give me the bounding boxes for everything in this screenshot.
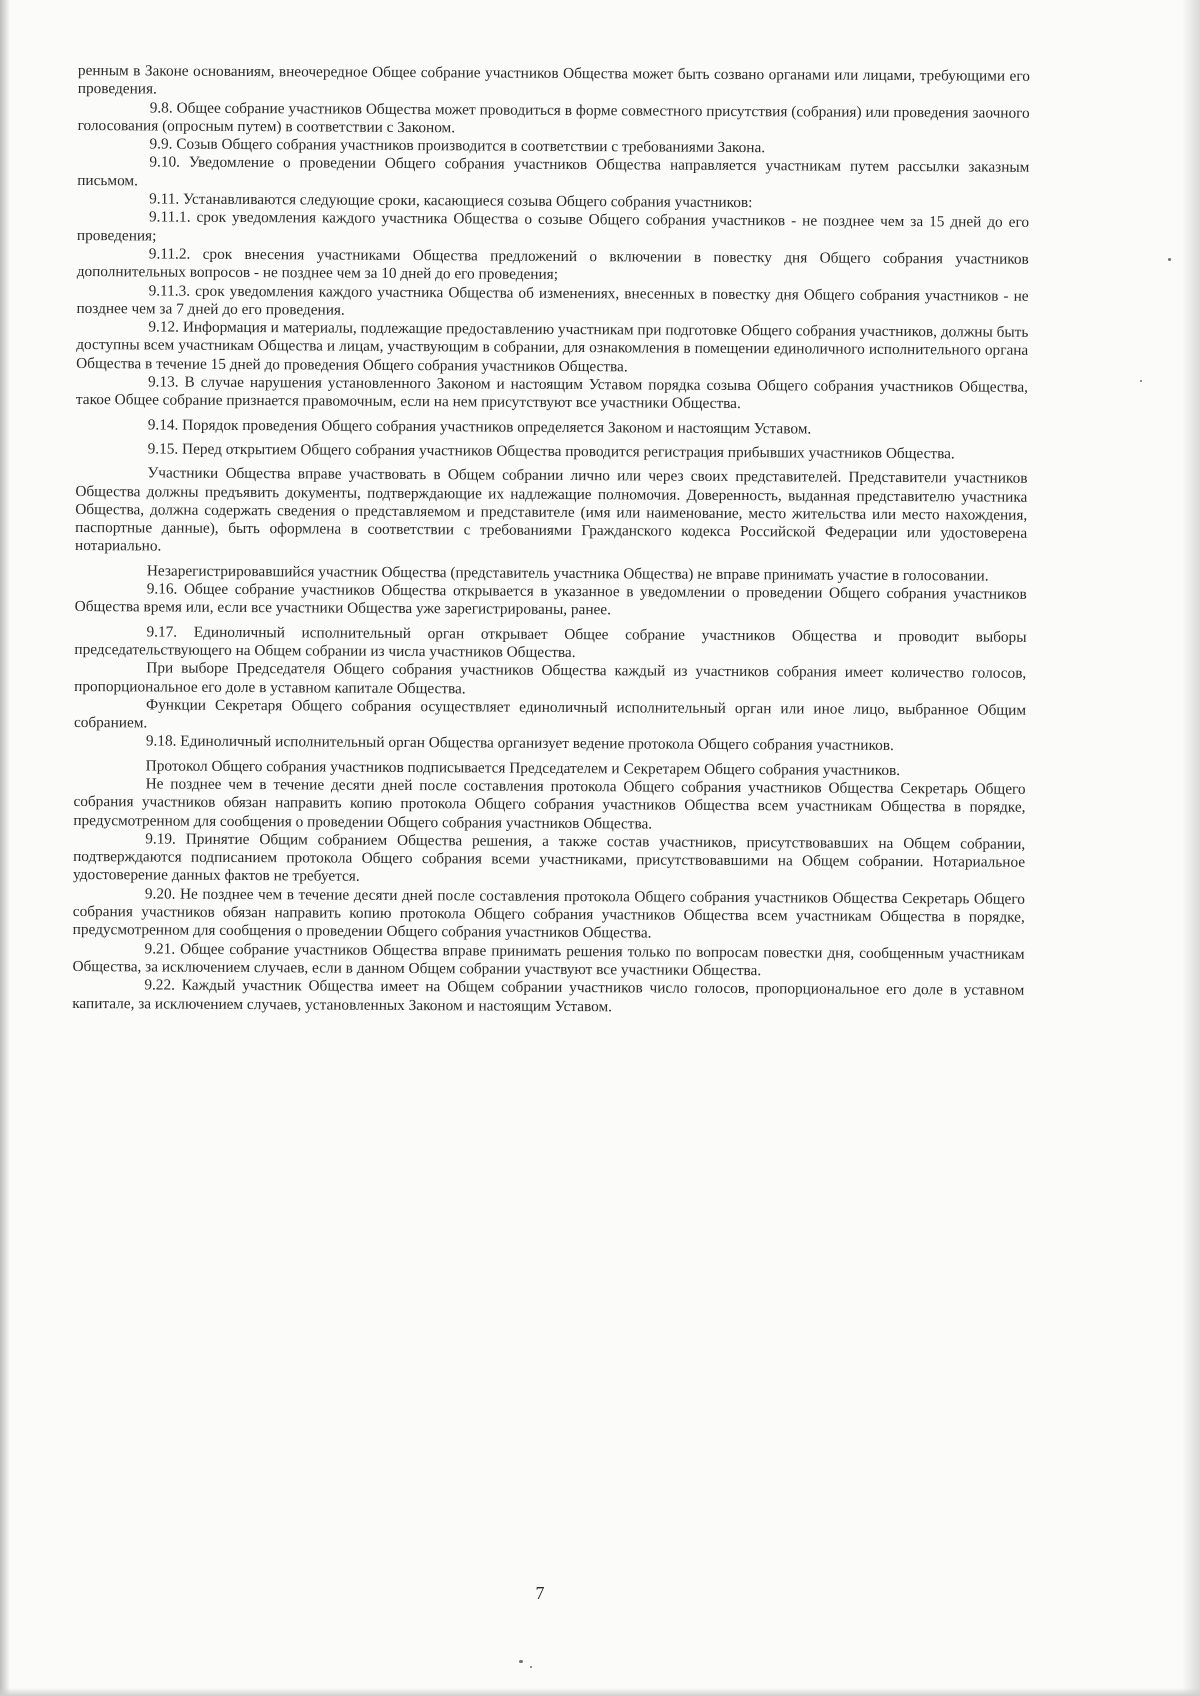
paragraph-9-11-3: 9.11.3. срок уведомления каждого участника Общества об изменениях, внесенных в повестку дня Общего собрания участников - не позднее чем за 7 дней до его проведения. (76, 281, 1029, 319)
paragraph-9-12: 9.12. Информация и материалы, подлежащие предоставлению участникам при подготовке Общего собрания участников, должны быть доступны всем участникам Общества и лицам, участвующим в собрании, для ознакомления в помещении единоличного исполнительного органа Общества в течение 15 дней до проведения Общего собрания участников Общества. (76, 318, 1029, 376)
paragraph-9-21: 9.21. Общее собрание участников Общества вправе принимать решения только по вопросам повестки дня, сообщенным участникам Общества, за исключением случаев, если в данном Общем собрании участвуют все участники Общества. (72, 940, 1025, 980)
scan-edge-right (1182, 0, 1200, 1696)
scan-speck (530, 1666, 532, 1668)
paragraph-representatives: Участники Общества вправе участвовать в Общем собрании лично или через своих представителей. Представители участников Общества должны предъявить документы, подтверждающие их надлежащие полномочия. Доверенность, выданная представителю участника Общества, должна содержать сведения о представляемом и представителе (имя или наименование, место жительства или место нахождения, паспортные данные), быть оформлена в соответствии с требованиями Гражданского кодекса Российской Федерации или удостоверена нотариально. (74, 464, 1028, 555)
paragraph-9-14: 9.14. Порядок проведения Общего собрания участников определяется Законом и настоящим Уставом. (147, 416, 812, 438)
scan-edge-left (0, 0, 10, 1696)
paragraph-continuation: ренным в Законе основаниям, внеочередное Общее собрание участников Общества может быть созвано органами или лицами, требующими его проведения. (77, 62, 1030, 98)
paragraph-unregistered: Незарегистрировавшийся участник Общества (представитель участника Общества) не вправе принимать участие в голосовании. (146, 562, 989, 585)
paragraph-chairman-election: При выборе Председателя Общего собрания участников Общества каждый из участников собрания имеет количество голосов, пропорциональное его доле в уставном капитале Общества. (74, 659, 1027, 697)
paragraph-9-11-2: 9.11.2. срок внесения участниками Общества предложений о включении в повестку дня Общего собрания участников дополнительных вопросов - не позднее чем за 10 дней до его проведения; (76, 245, 1029, 284)
scan-speck (1140, 380, 1142, 382)
scan-speck (1168, 258, 1171, 261)
page-number: 7 (535, 1583, 545, 1603)
paragraph-9-19: 9.19. Принятие Общим собранием Общества решения, а также состав участников, присутствовавших на Общем собрании, подтверждаются подписанием протокола Общего собрания всеми участниками, присутствовавшими на Общем собрании. Нотариальное удостоверение данных фактов не требуется. (72, 830, 1026, 886)
document-body (72, 62, 1030, 1019)
paragraph-9-17: 9.17. Единоличный исполнительный орган открывает Общее собрание участников Общества и проводит выборы председательствующего на Общем собрании из числа участников Общества. (74, 623, 1027, 661)
paragraph-9-8: 9.8. Общее собрание участников Общества может проводиться в форме совместного присутствия (собрания) или проведения заочного голосования (опросным путем) в соответствии с Законом. (77, 99, 1030, 137)
paragraph-9-20: 9.20. Не позднее чем в течение десяти дней после составления протокола Общего собрания участников Общества Секретарь Общего собрания участников обязан направить копию протокола Общего собрания участников Общества всем участникам Общества в порядке, предусмотренном для сообщения о проведении Общего собрания участников Общества. (72, 885, 1025, 942)
paragraph-9-22: 9.22. Каждый участник Общества имеет на Общем собрании участников число голосов, пропорциональное его доле в уставном капитале, за исключением случаев, установленных Законом и настоящим Уставом. (72, 976, 1025, 1015)
paragraph-protocol-signing: Протокол Общего собрания участников подписывается Председателем и Секретарем Общего собрания участников. (145, 757, 901, 779)
scan-speck (519, 1660, 523, 1663)
paragraph-protocol-copy: Не позднее чем в течение десяти дней после составления протокола Общего собрания участников Общества Секретарь Общего собрания участников обязан направить копию протокола Общего собрания участников Общества всем участникам Общества в порядке, предусмотренном для сообщения о проведении Общего собрания участников Общества. (73, 775, 1026, 833)
paragraph-9-11: 9.11. Устанавливаются следующие сроки, касающиеся созыва Общего собрания участников: (149, 190, 753, 212)
paragraph-9-9: 9.9. Созыв Общего собрания участников производится в соответствии с требованиями Закона. (149, 135, 766, 157)
paragraph-9-16: 9.16. Общее собрание участников Общества открывается в указанное в уведомлении о проведении Общего собрания участников Общества время или, если все участники Общества уже зарегистрированы, ранее. (74, 580, 1027, 619)
paragraph-9-11-1: 9.11.1. срок уведомления каждого участника Общества о созыве Общего собрания участников - не позднее чем за 15 дней до его проведения; (76, 208, 1030, 245)
paragraph-9-10: 9.10. Уведомление о проведении Общего собрания участников Общества направляется участникам путем рассылки заказным письмом. (77, 153, 1030, 190)
paragraph-9-13: 9.13. В случае нарушения установленного Законом и настоящим Уставом порядка созыва Общего собрания участников Общества, такое Общее собрание признается правомочным, если на нем присутствуют все участники Общества. (75, 373, 1029, 413)
scan-edge-bottom (0, 1688, 1200, 1696)
paragraph-9-18: 9.18. Единоличный исполнительный орган Общества организует ведение протокола Общего собрания участников. (145, 732, 894, 755)
paragraph-9-15: 9.15. Перед открытием Общего собрания участников Общества проводится регистрация прибывших участников Общества. (147, 440, 955, 463)
paragraph-secretary: Функции Секретаря Общего собрания осуществляет единоличный исполнительный орган или иное лицо, выбранное Общим собранием. (73, 696, 1027, 732)
